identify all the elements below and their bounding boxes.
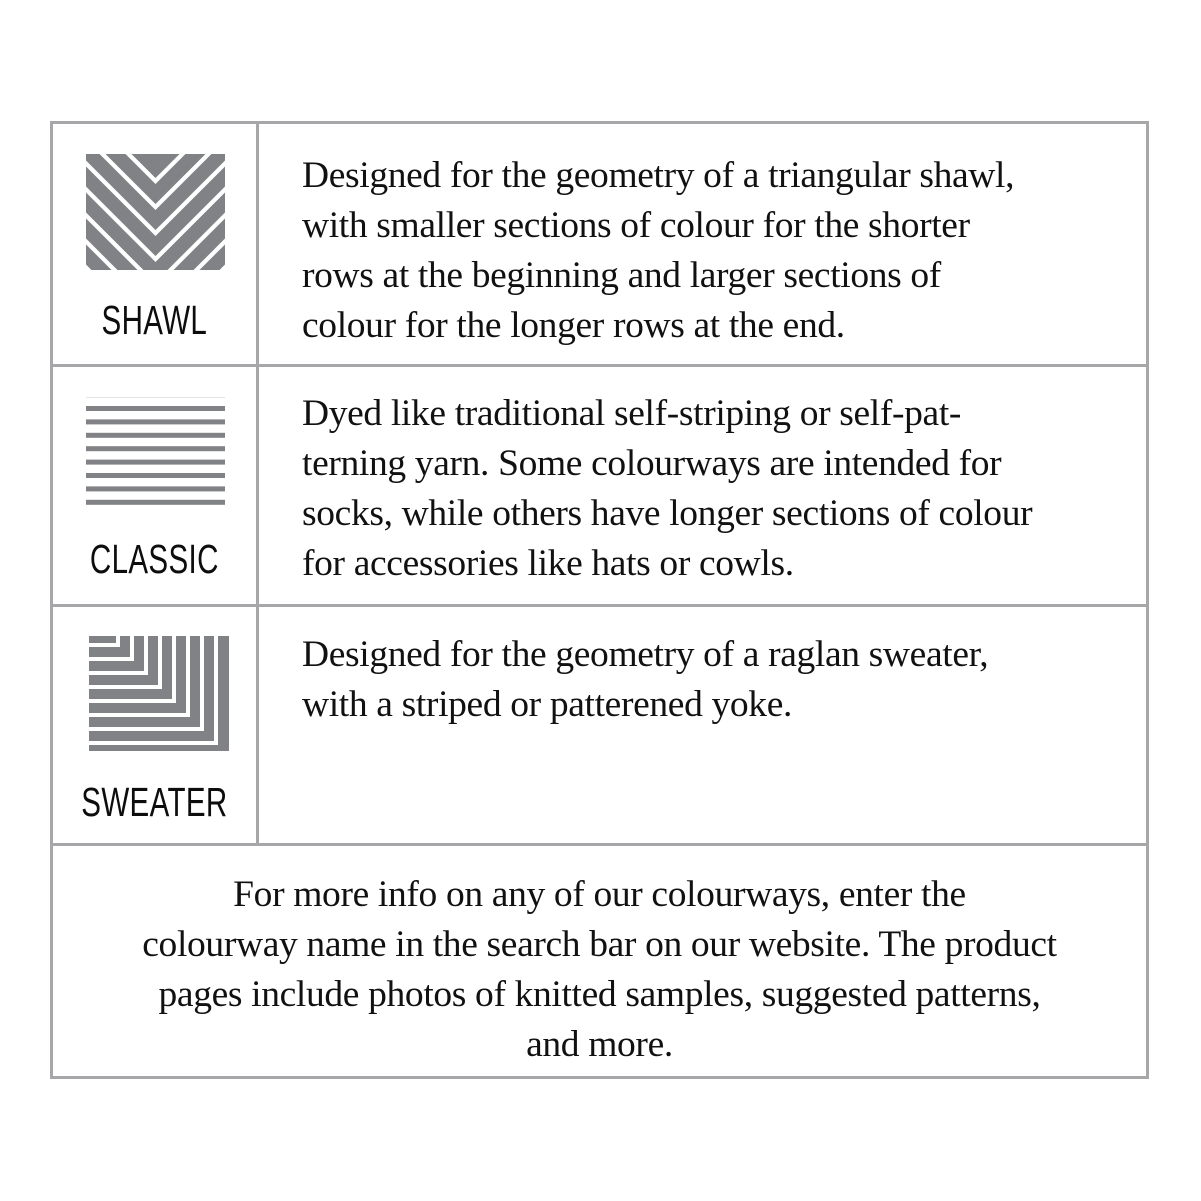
raglan-corner-stripes-icon (89, 636, 229, 751)
description-sweater: Designed for the geometry of a raglan sweater, with a striped or patterened yoke. (302, 634, 989, 725)
description-shawl: Designed for the geometry of a triangular shawl, with smaller sections of colour for the shorter rows at the beginning and larger sections of colour for the longer rows at the end. (302, 155, 1015, 346)
chevron-stripes-icon (86, 154, 225, 270)
icon-cell-shawl (53, 124, 256, 364)
footer-text: For more info on any of our colourways, enter the colourway name in the search bar on our website. The product pages include photos of knitted samples, suggested patterns, and more. (142, 874, 1057, 1065)
table-row-sweater (53, 607, 1146, 843)
table-row-classic (53, 367, 1146, 604)
horizontal-stripes-icon (86, 397, 225, 507)
icon-cell-classic (53, 367, 256, 604)
table-row-shawl (53, 124, 1146, 364)
type-label-shawl: SHAWL (101, 297, 208, 343)
footer-note (53, 846, 1146, 1076)
description-classic: Dyed like traditional self-striping or self-pat- terning yarn. Some colourways are intended for socks, while others have longer sections of colour for accessories like hats or cowls. (302, 393, 1033, 584)
colourway-types-table (50, 121, 1149, 1079)
type-label-classic: CLASSIC (89, 536, 219, 582)
icon-cell-sweater (53, 607, 256, 843)
column-divider (256, 124, 259, 843)
type-label-sweater: SWEATER (81, 779, 228, 825)
